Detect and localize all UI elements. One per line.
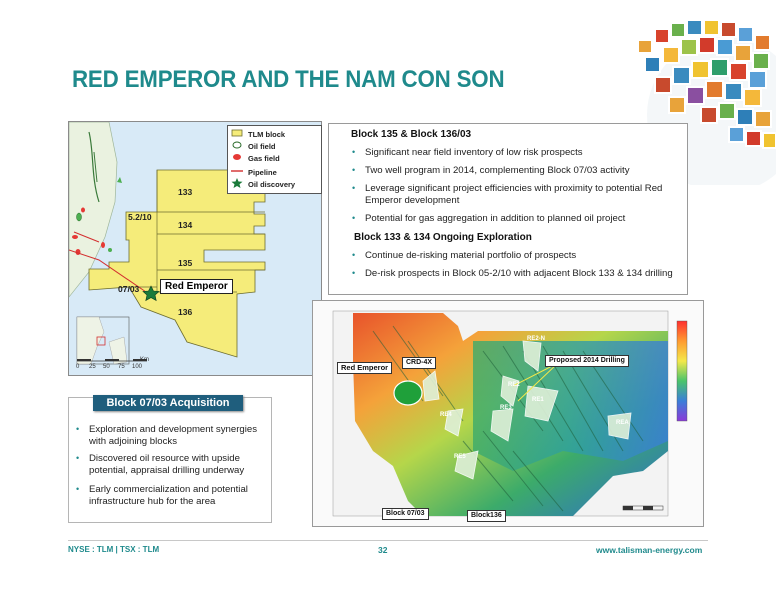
- scale-tick-75: 75: [118, 364, 125, 370]
- block135-bullet-2: • Two well program in 2014, complementing Block 07/03 activity: [352, 165, 630, 176]
- tlm-block-swatch-icon: [231, 129, 245, 139]
- block-134-label: 134: [178, 220, 193, 230]
- page-title: RED EMPEROR AND THE NAM CON SON: [72, 66, 505, 93]
- acquisition-bullet-2: • Discovered oil resource with upside potential, appraisal drilling underway: [76, 453, 245, 476]
- proposed-drilling-label: Proposed 2014 Drilling: [545, 355, 629, 367]
- seismic-red-emperor-label: Red Emperor: [337, 362, 392, 374]
- prospect-rea: REA: [616, 420, 629, 426]
- seismic-block0703-label: Block 07/03: [382, 508, 429, 520]
- block135-heading: Block 135 & Block 136/03: [351, 129, 472, 140]
- seismic-map: [312, 300, 704, 527]
- prospect-re3: RE3: [500, 405, 512, 411]
- scale-tick-0: 0: [76, 364, 80, 370]
- block135-bullet-3: • Leverage significant project efficiencies with proximity to potential Red Emperor development: [352, 183, 663, 206]
- star-icon: [231, 178, 245, 190]
- legend-oil-field: Oil field: [231, 141, 276, 151]
- scale-unit: Km: [140, 357, 149, 363]
- pipeline-icon: [231, 167, 245, 177]
- acquisition-bullet-3: • Early commercialization and potential infrastructure hub for the area: [76, 484, 248, 507]
- map-legend: [227, 125, 322, 194]
- scale-tick-50: 50: [103, 364, 110, 370]
- legend-tlm-block: TLM block: [231, 129, 285, 139]
- seismic-block136-label: Block136: [467, 510, 506, 522]
- legend-gas-field: Gas field: [231, 153, 280, 163]
- legend-pipeline: Pipeline: [231, 167, 277, 177]
- footer-ticker: NYSE : TLM | TSX : TLM: [68, 545, 160, 554]
- footer-divider: [68, 540, 708, 541]
- prospect-re1: RE1: [532, 397, 544, 403]
- seismic-graphic: [313, 301, 703, 526]
- block-136-label: 136: [178, 307, 193, 317]
- prospect-re2: RE2: [508, 382, 520, 388]
- block-135-label: 135: [178, 258, 193, 268]
- scale-tick-25: 25: [89, 364, 96, 370]
- block-133-label: 133: [178, 187, 193, 197]
- scale-tick-100: 100: [132, 364, 143, 370]
- block135-bullet-1: • Significant near field inventory of low risk prospects: [352, 147, 583, 158]
- prospect-re5: RE5: [454, 454, 466, 460]
- block135-bullet-4: • Potential for gas aggregation in addition to planned oil project: [352, 213, 626, 224]
- block-0703-label: 07/03: [118, 284, 140, 294]
- block133-bullet-2: • De-risk prospects in Block 05-2/10 with adjacent Block 133 & 134 drilling: [352, 268, 673, 279]
- prospect-re2n: RE2-N: [527, 336, 546, 342]
- acquisition-title: Block 07/03 Acquisition: [93, 395, 243, 411]
- acquisition-bullet-1: • Exploration and development synergies with adjoining blocks: [76, 424, 257, 447]
- page-number: 32: [378, 545, 388, 555]
- red-emperor-label: Red Emperor: [160, 279, 233, 294]
- seismic-crd-label: CRD-4X: [402, 357, 436, 369]
- legend-oil-discovery: Oil discovery: [231, 179, 295, 189]
- prospect-re4: RE4: [440, 412, 452, 418]
- block133-heading: Block 133 & 134 Ongoing Exploration: [354, 232, 532, 243]
- gas-field-icon: [231, 153, 245, 163]
- oil-field-icon: [231, 141, 245, 151]
- block-052-label: 5.2/10: [128, 212, 152, 222]
- footer-website-link[interactable]: www.talisman-energy.com: [596, 545, 703, 555]
- block133-bullet-1: • Continue de-risking material portfolio of prospects: [352, 250, 577, 261]
